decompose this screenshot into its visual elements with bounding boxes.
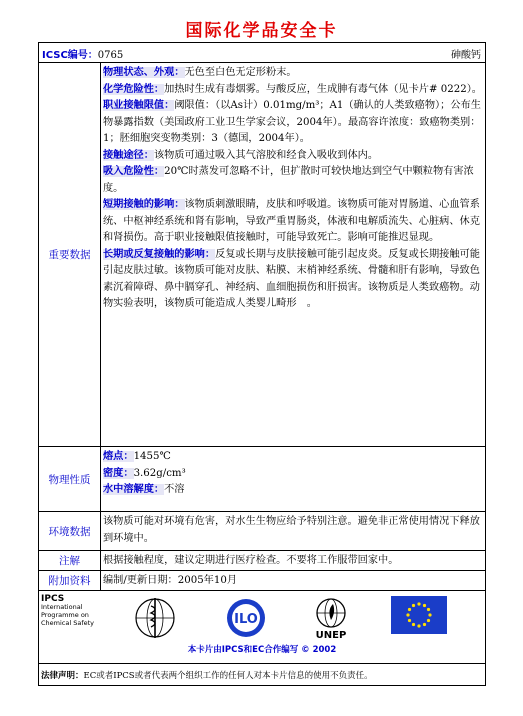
eu-star-icon	[428, 613, 431, 616]
important-text: 反复或长期与皮肤接触可能引起皮炎。反复或长期接触可能引起皮肤过敏。该物质可能对皮肤、粘膜、末梢神经系统、骨髓和肝有影响，导致色素沉着障碍、鼻中膈穿孔、神经病、血细胞损伤和肝损害。该物质是人类致癌物。动物实验表明，该物质可能造成人类婴儿畸形 。	[103, 248, 480, 309]
icsc-code-label: ICSC编号：	[42, 50, 98, 61]
legal-disclaimer	[41, 669, 373, 681]
physical-item	[103, 449, 482, 466]
notes-content: 根据接触程度，建议定期进行医疗检查。不要将工作服带回家中。	[103, 555, 399, 566]
env-label: 环境数据	[39, 512, 101, 550]
physical-heading: 熔点：	[103, 451, 134, 462]
eu-star-icon	[408, 608, 411, 611]
ipcs-sub-1: International	[41, 603, 83, 611]
important-heading: 接触途径：	[103, 149, 154, 161]
cooperation-note: 本卡片由IPCS和EC合作编写 © 2002	[187, 645, 337, 655]
chemical-name: 砷酸钙	[451, 50, 481, 61]
physical-item	[103, 466, 482, 483]
disclaimer-text: EC或者IPCS或者代表两个组织工作的任何人对本卡片信息的使用不负责任。	[83, 671, 373, 681]
unep-emblem-icon	[309, 596, 353, 630]
who-emblem-icon	[131, 596, 179, 640]
notes-label: 注解	[39, 551, 101, 570]
important-item	[103, 247, 482, 313]
eu-star-icon	[423, 623, 426, 626]
eu-star-icon	[412, 604, 415, 607]
important-text: 该物质可通过吸入其气溶胶和经食入吸收到体内。	[153, 149, 379, 161]
physical-heading: 密度：	[103, 467, 134, 479]
important-heading: 物理状态、外观：	[103, 67, 185, 78]
ipcs-sub-3: Chemical Safety	[41, 619, 95, 627]
icsc-code-value: 0765	[97, 50, 124, 61]
important-text: 无色至白色无定形粉末。	[184, 67, 297, 78]
disclaimer-label: 法律声明：	[41, 671, 84, 681]
eu-star-icon	[408, 619, 411, 622]
important-content	[101, 63, 485, 446]
safety-card	[38, 42, 486, 686]
svg-text:ILO: ILO	[234, 612, 258, 627]
physical-content	[101, 447, 485, 511]
important-item	[103, 148, 482, 165]
important-item	[103, 65, 482, 82]
physical-label: 物理性质	[39, 447, 101, 511]
extra-content: 编制/更新日期：2005年10月	[103, 575, 238, 586]
card-header	[39, 43, 485, 63]
extra-label: 附加资料	[39, 571, 101, 590]
important-heading: 职业接触限值：	[103, 100, 175, 111]
eu-star-icon	[417, 624, 420, 627]
unep-label: UNEP	[315, 630, 347, 641]
env-content: 该物质可能对环境有危害，对水生生物应给予特别注意。避免非正常使用情况下释放到环境中。	[103, 516, 480, 544]
important-heading: 化学危险性：	[103, 83, 165, 95]
important-text: 20℃时蒸发可忽略不计，但扩散时可较快地达到空气中颗粒物有害浓度。	[103, 166, 474, 194]
important-item	[103, 197, 482, 247]
physical-item	[103, 482, 482, 499]
important-text: 加热时生成有毒烟雾。与酸反应，生成胂有毒气体（见卡片# 0222）。	[164, 83, 482, 95]
card-title: 国际化学品安全卡	[185, 21, 338, 41]
eu-star-icon	[427, 608, 430, 611]
eu-star-icon	[417, 602, 420, 605]
ipcs-sub-2: Programme on	[41, 611, 89, 619]
eu-star-icon	[406, 613, 409, 616]
important-heading: 长期或反复接触的影响：	[103, 248, 216, 260]
ipcs-title: IPCS	[41, 594, 65, 604]
eu-star-icon	[423, 604, 426, 607]
physical-text: 1455℃	[133, 451, 171, 462]
important-label: 重要数据	[39, 63, 101, 446]
eu-star-icon	[427, 619, 430, 622]
ipcs-logo	[41, 595, 94, 627]
physical-text: 3.62g/cm³	[133, 467, 186, 479]
ilo-emblem-icon	[221, 596, 271, 640]
important-heading: 吸入危险性：	[103, 166, 165, 177]
important-heading: 短期接触的影响：	[103, 199, 185, 210]
physical-heading: 水中溶解度：	[103, 484, 165, 495]
physical-text: 不溶	[164, 484, 185, 495]
important-text: 该物质刺激眼睛，皮肤和呼吸道。该物质可能对胃肠道、心血管系统、中枢神经系统和肾有影响，导致严重胃肠炎，体液和电解质流失、心脏病、休克和肾损伤。高于职业接触限值接触时，可能导致死亡。影响可能推迟显现。	[103, 199, 480, 243]
eu-star-icon	[412, 623, 415, 626]
important-item	[103, 98, 482, 148]
eu-flag-icon	[391, 596, 447, 634]
important-item	[103, 82, 482, 99]
important-text: 阈限值：（以As计）0.01mg/m³；A1（确认的人类致癌物）；公布生物暴露指数（美国政府工业卫生学家会议，2004年）。最高容许浓度：致癌物类别：1；胚细胞突变物类别：3（德国，2004年）。	[103, 100, 481, 144]
icsc-code	[42, 46, 123, 61]
important-item	[103, 164, 482, 197]
